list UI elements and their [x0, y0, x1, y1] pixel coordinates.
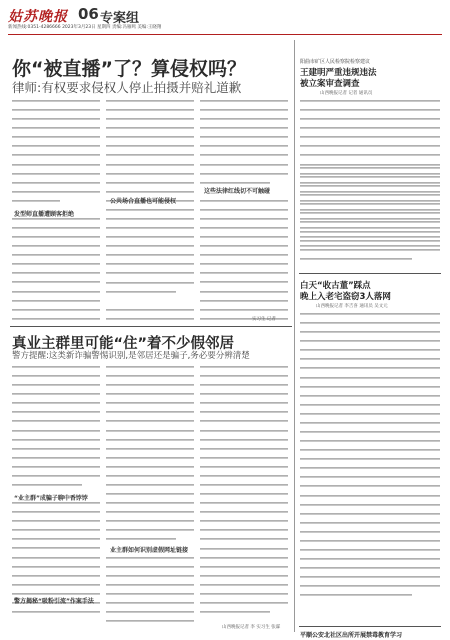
right-top-label: 阳曲市矿区人民检察院检察建议 [300, 59, 371, 65]
second-subhead-2: 警方揭秘“吸粉引流”作案手法 [14, 598, 94, 605]
second-headline: 真业主群里可能“住”着不少假邻居 [12, 336, 235, 352]
right-top-title-line2: 被立案审查调查 [300, 79, 360, 89]
lead-subheadline: 律师:有权要求侵权人停止拍摄并赔礼道歉 [12, 80, 242, 95]
second-subhead-1: “业主群”成骗子聊中香饽饽 [14, 495, 88, 502]
lead-subhead-1: 发型师直播遭顾客拒绝 [14, 211, 75, 218]
second-column-3 [200, 364, 288, 626]
right-top-body-2 [300, 165, 440, 265]
lead-subhead-2: 公共场合直播也可能侵权 [110, 198, 177, 205]
right-mid-byline: 山西晚报记者 李吉喜 通讯员 吴文元 [316, 304, 388, 309]
second-subhead-3: 业主群如何识别虚假网址链接 [110, 547, 189, 554]
right-mid-body [300, 311, 440, 616]
bottom-right-title: 平顺公安北社区出所开展禁毒教育学习 [300, 632, 403, 639]
second-column-2 [106, 364, 194, 632]
second-byline: 山西晚报记者 李 实习生 张霖 [222, 625, 281, 630]
right-mid-title-line1: 白天“收古董”踩点 [300, 281, 371, 291]
column-divider [294, 40, 295, 632]
right-divider-2 [299, 626, 441, 627]
lead-byline: 实习生 记者 [252, 317, 276, 322]
lead-column-3 [200, 98, 288, 323]
page-number: 06 [78, 5, 99, 23]
right-top-title-line1: 王建明严重违规违法 [300, 68, 377, 78]
masthead [8, 6, 442, 32]
right-mid-title-line2: 晚上入老宅盗窃3人落网 [300, 292, 391, 302]
right-divider-1 [299, 273, 441, 274]
story-divider [10, 326, 292, 327]
second-subheadline: 警方提醒:这类新诈骗警惕识别,是邻居还是骗子,务必要分辨清楚 [12, 351, 250, 361]
newspaper-logo: 姑苏晚报 [8, 9, 68, 25]
right-top-byline: 山西晚报记者 记者 通讯员 [320, 91, 373, 96]
masthead-rule [8, 34, 442, 35]
masthead-meta: 新闻热线:0351-4286666 2023年3月23日 星期四 责编:冯雁鸣 美编:王晓翔 [8, 25, 162, 30]
lead-headline: 你“被直播”了？算侵权吗？ [12, 58, 246, 80]
lead-subhead-3: 这些法律红线切不可触碰 [204, 188, 271, 195]
section-name: 专案组 [100, 11, 140, 26]
lead-column-2 [106, 98, 194, 323]
